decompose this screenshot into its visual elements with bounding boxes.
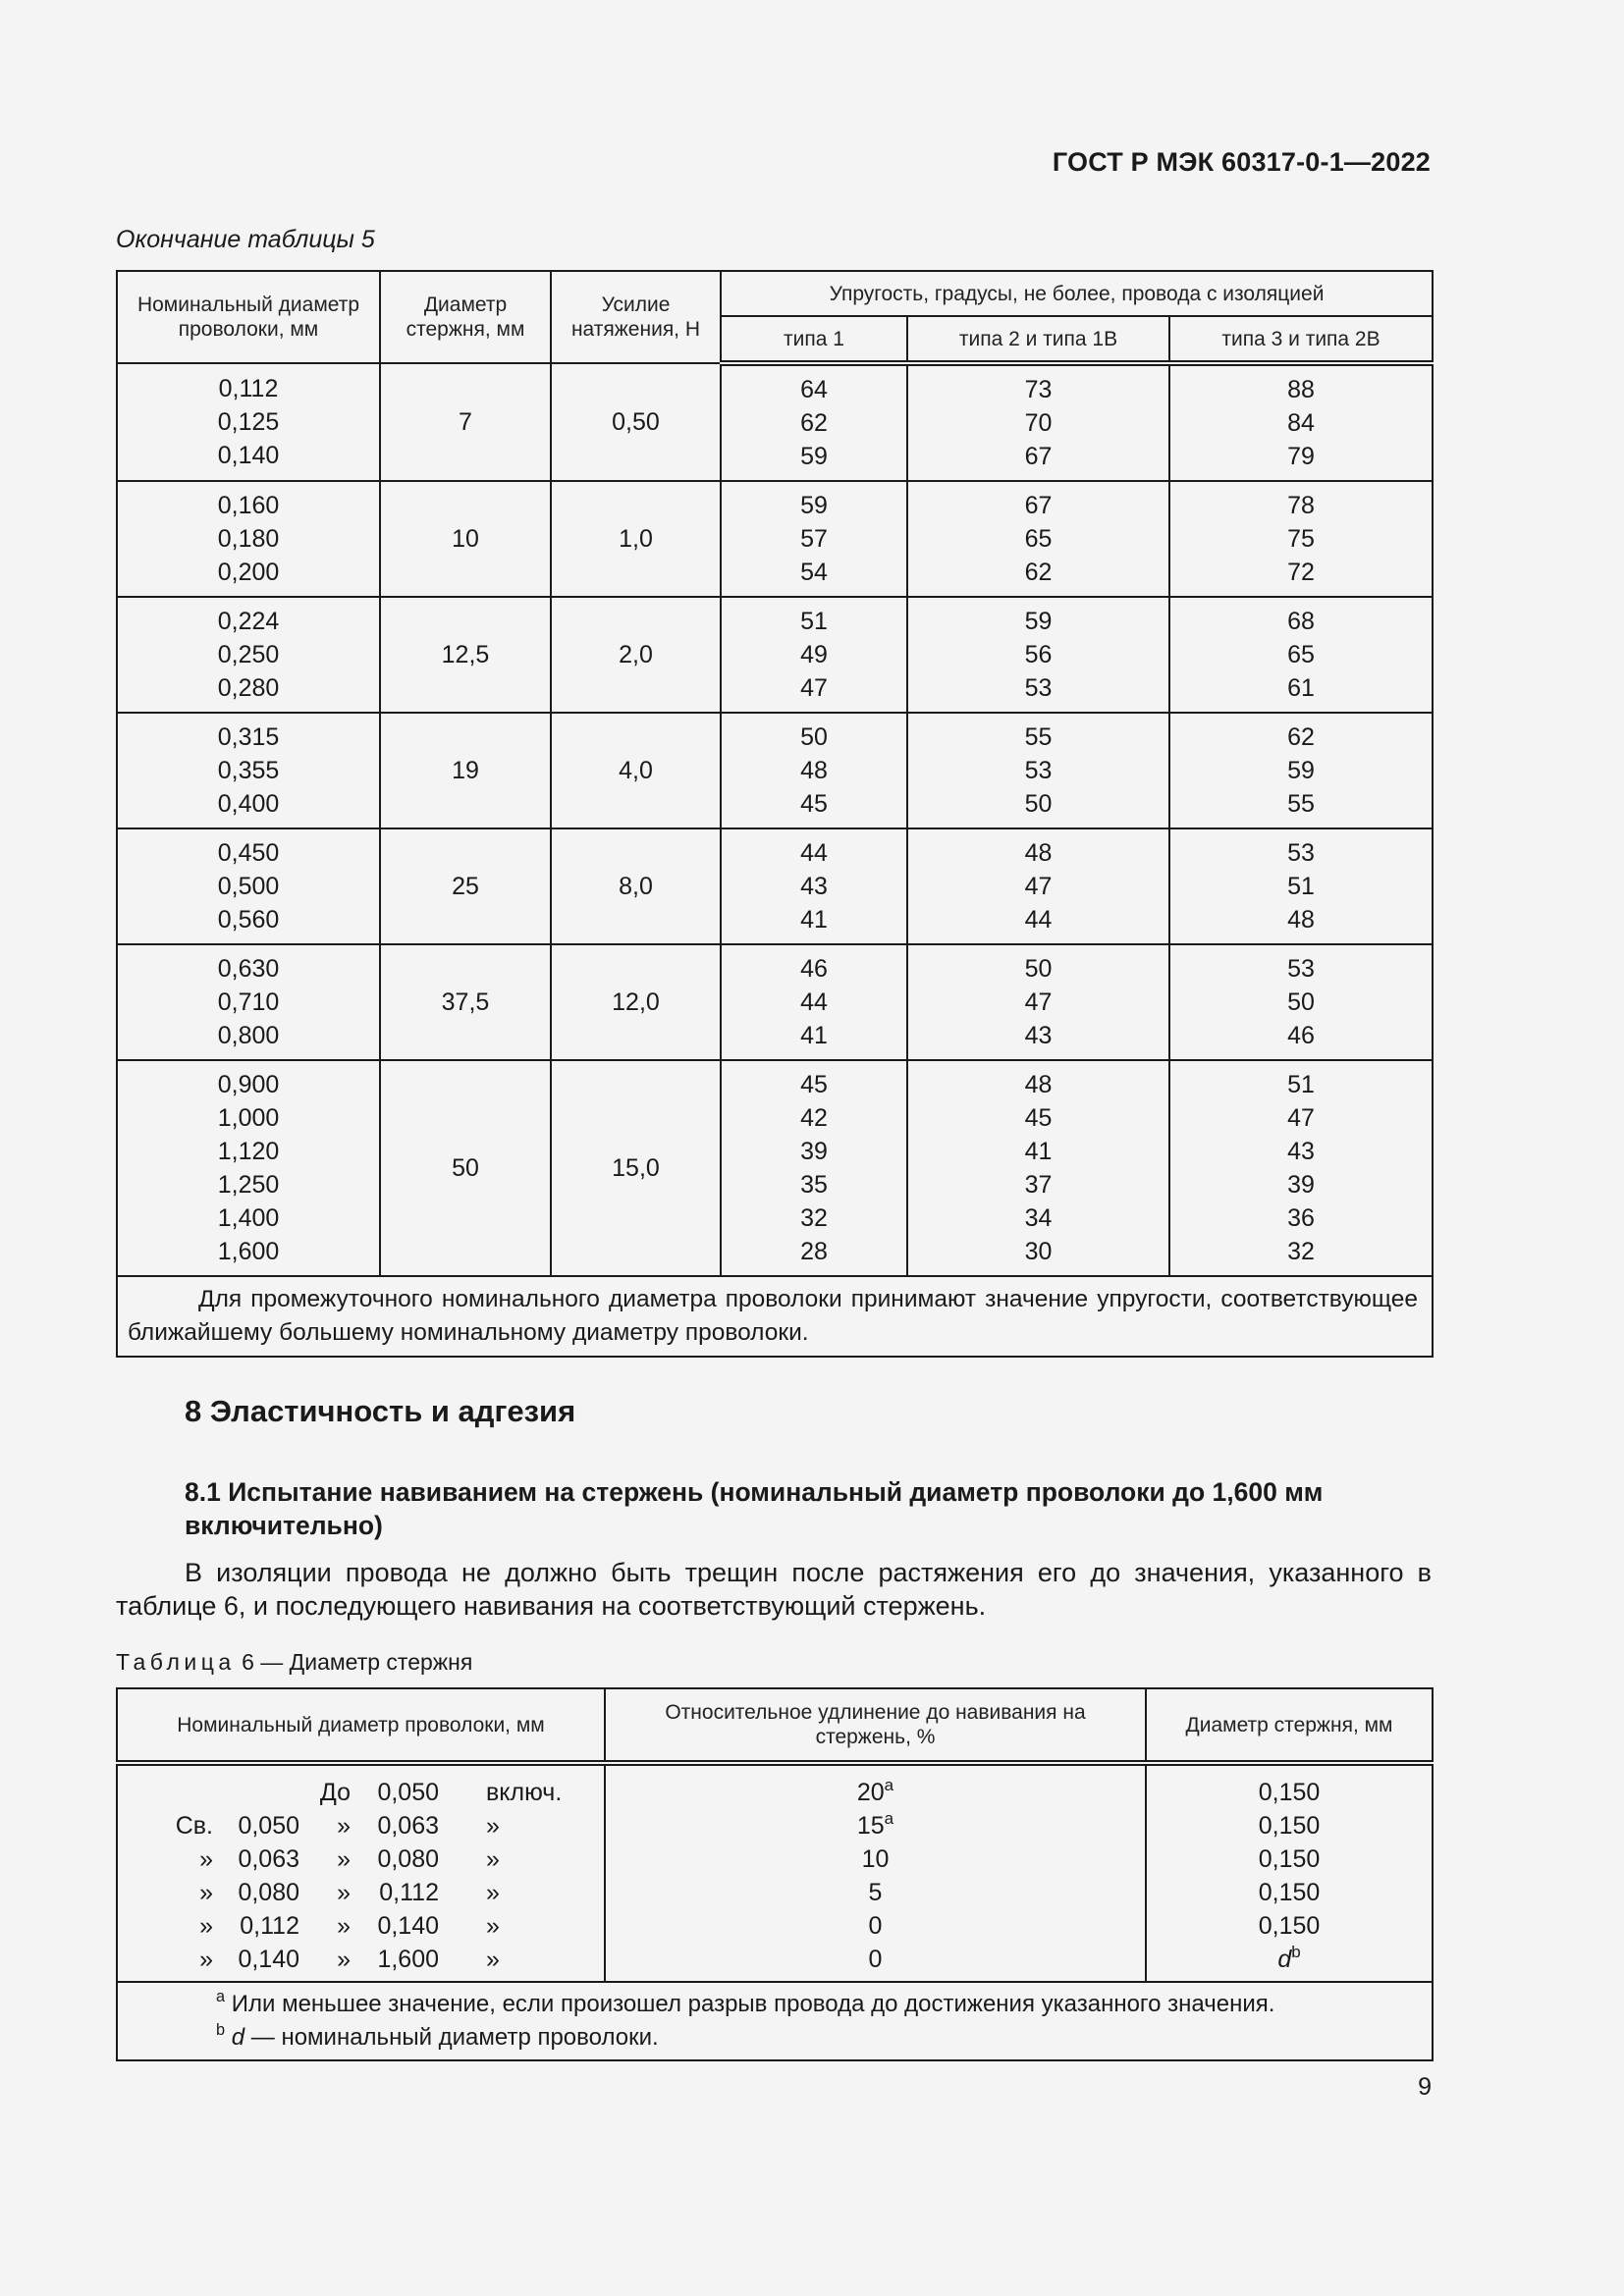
springback-type2-value: 30	[1024, 1238, 1053, 1265]
elongation-value: 0	[868, 1946, 883, 1973]
springback-type2-value: 50	[1024, 790, 1053, 818]
springback-type3	[1169, 363, 1433, 481]
nominal-diameter	[117, 1060, 380, 1276]
footnote-b	[216, 2021, 1422, 2055]
footnote-b-mark: b	[216, 2021, 226, 2040]
springback-type1-value: 54	[800, 559, 828, 586]
springback-type2-value: 73	[1024, 376, 1053, 403]
rod-diameter-line	[1147, 1776, 1432, 1809]
springback-type1-value: 39	[800, 1138, 828, 1165]
nominal-diameter-value: 1,250	[217, 1171, 280, 1199]
rod-diameter-value: 0,150	[1258, 1812, 1321, 1840]
springback-type1-value: 44	[800, 839, 828, 867]
springback-type3-value: 84	[1287, 409, 1315, 437]
nominal-diameter-value: 0,224	[217, 608, 280, 635]
springback-type2-value: 65	[1024, 525, 1053, 553]
table6-caption	[116, 1649, 472, 1676]
table5-group-row	[117, 481, 1433, 597]
section-8-title: 8 Эластичность и адгезия	[185, 1394, 576, 1428]
nominal-diameter-value: 1,400	[217, 1204, 280, 1232]
tension-force: 8,0	[551, 828, 721, 944]
nominal-diameter-value: 0,900	[217, 1071, 280, 1098]
header-nominal-diameter: Номинальный диаметр проволоки, мм	[117, 271, 380, 363]
nominal-diameter-value: 0,112	[218, 375, 279, 402]
springback-type3-value: 32	[1287, 1238, 1315, 1265]
range-from: 0,063	[238, 1845, 299, 1873]
table5-body	[117, 363, 1433, 1276]
range-pre: »	[199, 1845, 213, 1873]
range-post: »	[486, 1812, 500, 1840]
range-post: включ.	[486, 1779, 563, 1806]
springback-type2-value: 45	[1024, 1104, 1053, 1132]
springback-type2-value: 62	[1024, 559, 1053, 586]
tension-force: 2,0	[551, 597, 721, 713]
table6-footnotes	[117, 1982, 1433, 2060]
springback-type3-value: 88	[1287, 376, 1315, 403]
springback-type1-value: 28	[800, 1238, 828, 1265]
nominal-diameter-value: 0,800	[217, 1022, 280, 1049]
rod-footnote-mark: b	[1291, 1942, 1301, 1961]
table5-group-row	[117, 1060, 1433, 1276]
springback-type2-value: 55	[1024, 723, 1053, 751]
footnote-b-variable: d	[231, 2024, 245, 2051]
range-to: 0,080	[377, 1845, 439, 1873]
nominal-diameter-value: 0,160	[217, 492, 280, 519]
nominal-diameter-value: 0,180	[217, 525, 280, 553]
springback-type3	[1169, 944, 1433, 1060]
elongation-value: 20	[856, 1779, 885, 1806]
springback-type2-value: 50	[1024, 955, 1053, 983]
springback-type3-value: 68	[1287, 608, 1315, 635]
elongation-value: 10	[861, 1845, 890, 1873]
springback-type3-value: 65	[1287, 641, 1315, 668]
springback-type1	[721, 713, 907, 828]
springback-type1	[721, 828, 907, 944]
springback-type2	[907, 481, 1169, 597]
springback-type1-value: 43	[800, 873, 828, 900]
rod-diameter: 12,5	[380, 597, 551, 713]
springback-type2-value: 34	[1024, 1204, 1053, 1232]
springback-type1-value: 64	[800, 376, 828, 403]
range-to: 0,050	[377, 1779, 439, 1806]
nominal-diameter-value: 0,280	[217, 674, 280, 702]
table5-group-row	[117, 828, 1433, 944]
range-mid: »	[337, 1845, 351, 1873]
elongation-line	[606, 1876, 1145, 1909]
nominal-diameter-value: 0,630	[217, 955, 280, 983]
rod-diameter: 25	[380, 828, 551, 944]
page-number: 9	[1418, 2073, 1432, 2101]
range-mid: »	[337, 1879, 351, 1906]
elongation-cell	[605, 1763, 1146, 1982]
nominal-range-line	[118, 1909, 604, 1943]
springback-type3-value: 75	[1287, 525, 1315, 553]
header-nominal-range: Номинальный диаметр проволоки, мм	[117, 1688, 605, 1763]
nominal-range-line	[118, 1876, 604, 1909]
springback-type2-value: 48	[1024, 1071, 1053, 1098]
footnote-a-mark: a	[216, 1988, 226, 2006]
springback-type3-value: 46	[1287, 1022, 1315, 1049]
springback-type1-value: 59	[800, 443, 828, 470]
springback-type3	[1169, 713, 1433, 828]
range-mid: До	[319, 1779, 351, 1806]
elongation-value: 5	[868, 1879, 883, 1906]
header-elongation: Относительное удлинение до навивания на стержень, %	[605, 1688, 1146, 1763]
nominal-diameter-value: 0,500	[217, 873, 280, 900]
rod-diameter-value: d	[1277, 1946, 1292, 1973]
header-type2-1b: типа 2 и типа 1В	[907, 316, 1169, 363]
nominal-range-cell	[117, 1763, 605, 1982]
header-rod-diameter-6: Диаметр стержня, мм	[1146, 1688, 1433, 1763]
range-post: »	[486, 1845, 500, 1873]
springback-type3-value: 53	[1287, 955, 1315, 983]
elongation-value: 0	[868, 1912, 883, 1940]
springback-type3	[1169, 1060, 1433, 1276]
springback-type3-value: 61	[1287, 674, 1315, 702]
tension-force: 1,0	[551, 481, 721, 597]
springback-type2-value: 47	[1024, 988, 1053, 1016]
springback-type3-value: 51	[1287, 873, 1315, 900]
section-8-1-title: 8.1 Испытание навиванием на стержень (номинальный диаметр проволоки до 1,600 мм включительно)	[185, 1477, 1324, 1540]
rod-diameter-line	[1147, 1876, 1432, 1909]
springback-type2	[907, 828, 1169, 944]
rod-diameter: 37,5	[380, 944, 551, 1060]
nominal-diameter	[117, 944, 380, 1060]
springback-type3-value: 36	[1287, 1204, 1315, 1232]
nominal-diameter-value: 0,315	[217, 723, 280, 751]
rod-diameter: 7	[380, 363, 551, 481]
range-pre: »	[199, 1879, 213, 1906]
springback-type2-value: 44	[1024, 906, 1053, 934]
rod-diameter-line	[1147, 1909, 1432, 1943]
rod-diameter-line	[1147, 1842, 1432, 1876]
springback-type2-value: 67	[1024, 492, 1053, 519]
springback-type1	[721, 481, 907, 597]
nominal-diameter-value: 1,600	[217, 1238, 280, 1265]
springback-type2	[907, 713, 1169, 828]
springback-type2	[907, 363, 1169, 481]
nominal-diameter	[117, 481, 380, 597]
range-post: »	[486, 1879, 500, 1906]
nominal-diameter-value: 0,450	[217, 839, 280, 867]
nominal-diameter-value: 0,355	[217, 757, 280, 784]
springback-type3-value: 39	[1287, 1171, 1315, 1199]
springback-type1-value: 32	[800, 1204, 828, 1232]
table6	[116, 1687, 1434, 2061]
springback-type3-value: 79	[1287, 443, 1315, 470]
nominal-range-line	[118, 1842, 604, 1876]
rod-diameter: 10	[380, 481, 551, 597]
nominal-diameter-value: 0,250	[217, 641, 280, 668]
tension-force: 12,0	[551, 944, 721, 1060]
springback-type2-value: 47	[1024, 873, 1053, 900]
springback-type1-value: 45	[800, 790, 828, 818]
range-pre: »	[199, 1946, 213, 1973]
elongation-line	[606, 1842, 1145, 1876]
range-post: »	[486, 1946, 500, 1973]
range-post: »	[486, 1912, 500, 1940]
range-pre: Св.	[175, 1812, 213, 1840]
springback-type1-value: 59	[800, 492, 828, 519]
elongation-line	[606, 1943, 1145, 1976]
nominal-diameter-value: 1,120	[217, 1138, 280, 1165]
rod-diameter-value: 0,150	[1258, 1845, 1321, 1873]
nominal-diameter	[117, 713, 380, 828]
range-from: 0,140	[238, 1946, 299, 1973]
springback-type1-value: 49	[800, 641, 828, 668]
springback-type3-value: 47	[1287, 1104, 1315, 1132]
springback-type1	[721, 1060, 907, 1276]
elongation-line	[606, 1776, 1145, 1809]
springback-type1-value: 45	[800, 1071, 828, 1098]
range-from: 0,112	[240, 1912, 299, 1940]
springback-type3-value: 48	[1287, 906, 1315, 934]
springback-type3	[1169, 481, 1433, 597]
range-from: 0,080	[238, 1879, 299, 1906]
rod-diameter-value: 0,150	[1258, 1779, 1321, 1806]
footnote-a-text: Или меньшее значение, если произошел разрыв провода до достижения указанного значения.	[231, 1991, 1275, 2017]
elongation-footnote-mark: a	[884, 1775, 894, 1794]
nominal-diameter-value: 0,400	[217, 790, 280, 818]
nominal-diameter	[117, 363, 380, 481]
table5-group-row	[117, 597, 1433, 713]
springback-type3-value: 59	[1287, 757, 1315, 784]
header-type1: типа 1	[721, 316, 907, 363]
springback-type3-value: 50	[1287, 988, 1315, 1016]
table5-group-row	[117, 363, 1433, 481]
springback-type1-value: 51	[800, 608, 828, 635]
range-from: 0,050	[238, 1812, 299, 1840]
springback-type2-value: 67	[1024, 443, 1053, 470]
header-type3-2b: типа 3 и типа 2В	[1169, 316, 1433, 363]
springback-type2	[907, 597, 1169, 713]
springback-type1	[721, 597, 907, 713]
springback-type3	[1169, 828, 1433, 944]
nominal-range-line	[118, 1809, 604, 1842]
springback-type3-value: 62	[1287, 723, 1315, 751]
nominal-diameter-value: 0,140	[217, 442, 280, 469]
table6-caption-label: Таблица	[116, 1649, 236, 1675]
elongation-line	[606, 1909, 1145, 1943]
springback-type1-value: 35	[800, 1171, 828, 1199]
table5	[116, 270, 1434, 1358]
nominal-diameter-value: 0,125	[217, 408, 280, 436]
range-to: 0,140	[377, 1912, 439, 1940]
springback-type1	[721, 363, 907, 481]
table5-group-row	[117, 713, 1433, 828]
springback-type2-value: 53	[1024, 757, 1053, 784]
nominal-diameter-value: 0,560	[217, 906, 280, 934]
springback-type3-value: 55	[1287, 790, 1315, 818]
rod-diameter-line	[1147, 1809, 1432, 1842]
springback-type1-value: 50	[800, 723, 828, 751]
section-8-1-paragraph: В изоляции провода не должно быть трещин после растяжения его до значения, указанного в таблице 6, и последующего навивания на соответствующий стержень.	[116, 1558, 1432, 1621]
range-to: 0,063	[377, 1812, 439, 1840]
springback-type3-value: 51	[1287, 1071, 1315, 1098]
table5-group-row	[117, 944, 1433, 1060]
nominal-diameter	[117, 828, 380, 944]
rod-diameter: 19	[380, 713, 551, 828]
elongation-line	[606, 1809, 1145, 1842]
springback-type1-value: 62	[800, 409, 828, 437]
nominal-diameter-value: 0,200	[217, 559, 280, 586]
springback-type2-value: 37	[1024, 1171, 1053, 1199]
springback-type1	[721, 944, 907, 1060]
springback-type2-value: 41	[1024, 1138, 1053, 1165]
footnote-a	[216, 1988, 1422, 2021]
table5-caption: Окончание таблицы 5	[116, 226, 375, 253]
springback-type2-value: 59	[1024, 608, 1053, 635]
range-mid: »	[337, 1812, 351, 1840]
tension-force: 4,0	[551, 713, 721, 828]
springback-type3	[1169, 597, 1433, 713]
springback-type3-value: 72	[1287, 559, 1315, 586]
range-to: 0,112	[379, 1879, 439, 1906]
springback-type2-value: 70	[1024, 409, 1053, 437]
header-springback-group: Упругость, градусы, не более, провода с изоляцией	[721, 271, 1433, 316]
springback-type1-value: 42	[800, 1104, 828, 1132]
range-mid: »	[337, 1912, 351, 1940]
springback-type2-value: 43	[1024, 1022, 1053, 1049]
springback-type3-value: 53	[1287, 839, 1315, 867]
springback-type1-value: 48	[800, 757, 828, 784]
nominal-range-line	[118, 1776, 604, 1809]
header-rod-diameter: Диаметр стержня, мм	[380, 271, 551, 363]
springback-type3-value: 78	[1287, 492, 1315, 519]
springback-type1-value: 41	[800, 906, 828, 934]
tension-force: 0,50	[551, 363, 721, 481]
elongation-footnote-mark: a	[884, 1808, 894, 1828]
table6-caption-text: 6 — Диаметр стержня	[242, 1649, 473, 1675]
nominal-range-line	[118, 1943, 604, 1976]
nominal-diameter-value: 0,710	[217, 988, 280, 1016]
rod-diameter: 50	[380, 1060, 551, 1276]
rod-diameter-value: 0,150	[1258, 1879, 1321, 1906]
springback-type1-value: 57	[800, 525, 828, 553]
nominal-diameter	[117, 597, 380, 713]
elongation-value: 15	[856, 1812, 885, 1840]
rod-diameter-line	[1147, 1943, 1432, 1976]
springback-type1-value: 44	[800, 988, 828, 1016]
range-to: 1,600	[377, 1946, 439, 1973]
springback-type2-value: 53	[1024, 674, 1053, 702]
range-mid: »	[337, 1946, 351, 1973]
rod-diameter-cell	[1146, 1763, 1433, 1982]
document-header: ГОСТ Р МЭК 60317-0-1—2022	[1052, 147, 1431, 177]
range-pre: »	[199, 1912, 213, 1940]
springback-type3-value: 43	[1287, 1138, 1315, 1165]
springback-type1-value: 47	[800, 674, 828, 702]
table5-note: Для промежуточного номинального диаметра проволоки принимают значение упругости, соответствующее ближайшему большему номинальному диаметру проволоки.	[117, 1276, 1433, 1357]
springback-type1-value: 41	[800, 1022, 828, 1049]
footnote-b-text: — номинальный диаметр проволоки.	[244, 2024, 659, 2051]
header-tension-force: Усилие натяжения, Н	[551, 271, 721, 363]
tension-force: 15,0	[551, 1060, 721, 1276]
springback-type2	[907, 944, 1169, 1060]
springback-type2-value: 56	[1024, 641, 1053, 668]
springback-type1-value: 46	[800, 955, 828, 983]
nominal-diameter-value: 1,000	[217, 1104, 280, 1132]
springback-type2	[907, 1060, 1169, 1276]
springback-type2-value: 48	[1024, 839, 1053, 867]
rod-diameter-value: 0,150	[1258, 1912, 1321, 1940]
